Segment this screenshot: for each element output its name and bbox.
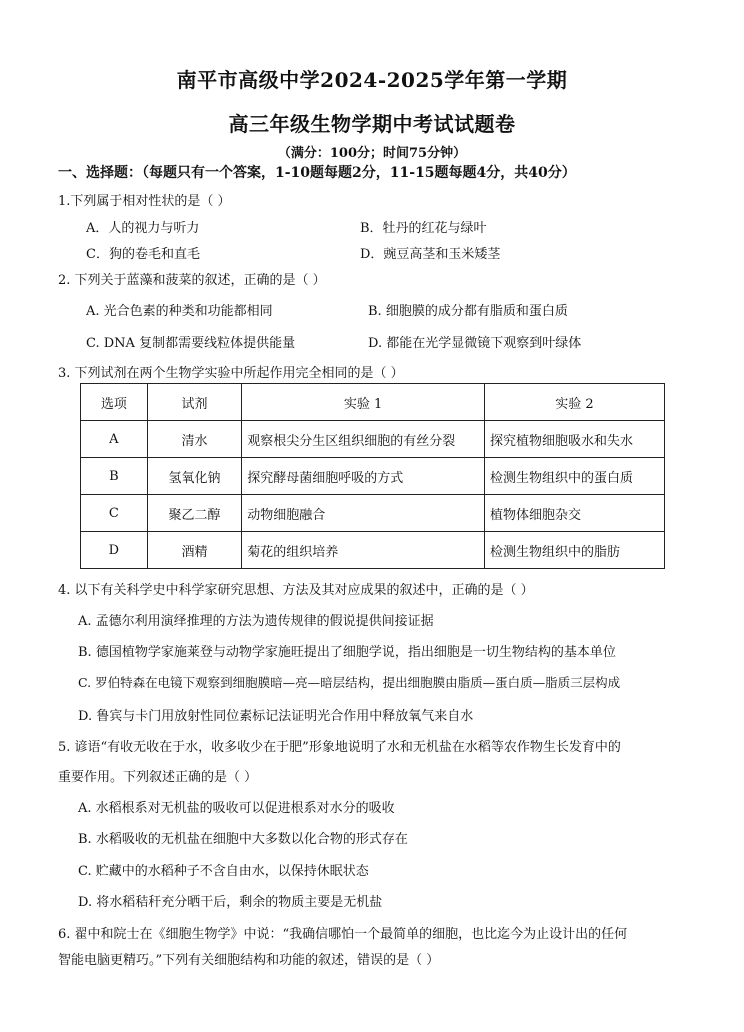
- q2-option-b: B. 细胞膜的成分都有脂质和蛋白质: [368, 304, 568, 319]
- q2-option-c: C. DNA 复制都需要线粒体提供能量: [86, 336, 296, 351]
- table-row: [81, 532, 665, 569]
- q4-option-c: C. 罗伯特森在电镜下观察到细胞膜暗—亮—暗层结构，提出细胞膜由脂质—蛋白质—脂质三层构成: [78, 675, 621, 690]
- q1-stem: 1.下列属于相对性状的是（ ）: [58, 194, 231, 209]
- q2-stem: 2. 下列关于蓝藻和菠菜的叙述，正确的是（ ）: [58, 273, 326, 288]
- table-cell: 检测生物组织中的蛋白质: [484, 458, 664, 495]
- q6-stem-line2: 智能电脑更精巧。”下列有关细胞结构和功能的叙述，错误的是（ ）: [58, 953, 440, 968]
- q4-option-d: D. 鲁宾与卡门用放射性同位素标记法证明光合作用中释放氧气来自水: [78, 709, 474, 724]
- table-cell: 聚乙二醇: [147, 495, 242, 532]
- q4-option-b: B. 德国植物学家施莱登与动物学家施旺提出了细胞学说，指出细胞是一切生物结构的基本单位: [78, 645, 616, 660]
- section-heading: 一、选择题：（每题只有一个答案，1-10题每题2分，11-15题每题4分，共40分）: [58, 165, 576, 181]
- table-row: [81, 421, 665, 458]
- q6-stem-line1: 6. 翟中和院士在《细胞生物学》中说：“我确信哪怕一个最简单的细胞，也比迄今为止设计出的任何: [58, 927, 628, 942]
- table-cell: A: [81, 421, 148, 458]
- table-cell: C: [81, 495, 148, 532]
- table-cell: 检测生物组织中的脂肪: [484, 532, 664, 569]
- q5-stem-line2: 重要作用。下列叙述正确的是（ ）: [58, 770, 258, 785]
- q5-option-b: B. 水稻吸收的无机盐在细胞中大多数以化合物的形式存在: [78, 832, 408, 847]
- table-cell: 动物细胞融合: [242, 495, 485, 532]
- table-cell: 酒精: [147, 532, 242, 569]
- q5-option-a: A. 水稻根系对无机盐的吸收可以促进根系对水分的吸收: [78, 801, 395, 816]
- table-header-cell: 选项: [81, 384, 148, 421]
- table-cell: 探究植物细胞吸水和失水: [484, 421, 664, 458]
- table-cell: D: [81, 532, 148, 569]
- table-cell: 菊花的组织培养: [242, 532, 485, 569]
- table-cell: 观察根尖分生区组织细胞的有丝分裂: [242, 421, 485, 458]
- table-cell: 探究酵母菌细胞呼吸的方式: [242, 458, 485, 495]
- q5-stem-line1: 5. 谚语“有收无收在于水，收多收少在于肥”形象地说明了水和无机盐在水稻等农作物生长发育中的: [58, 740, 621, 755]
- table-cell: B: [81, 458, 148, 495]
- table-header-row: [81, 384, 665, 421]
- table-header-cell: 试剂: [147, 384, 242, 421]
- exam-title-line2: 高三年级生物学期中考试试题卷: [228, 112, 516, 136]
- table-header-cell: 实验 2: [484, 384, 664, 421]
- q2-option-a: A. 光合色素的种类和功能都相同: [86, 304, 273, 319]
- exam-title-line1: 南平市高级中学2024-2025学年第一学期: [176, 68, 568, 92]
- q1-option-d: D．豌豆高茎和玉米矮茎: [360, 247, 501, 262]
- table-row: [81, 458, 665, 495]
- table-row: [81, 495, 665, 532]
- q4-option-a: A. 孟德尔利用演绎推理的方法为遗传规律的假说提供间接证据: [78, 614, 434, 629]
- exam-meta: （满分：100分；时间75分钟）: [277, 146, 467, 161]
- q4-stem: 4. 以下有关科学史中科学家研究思想、方法及其对应成果的叙述中，正确的是（ ）: [58, 583, 534, 598]
- q3-table: [80, 383, 665, 569]
- q5-option-c: C. 贮藏中的水稻种子不含自由水，以保持休眠状态: [78, 864, 369, 879]
- q1-option-c: C．狗的卷毛和直毛: [86, 247, 200, 262]
- table-cell: 氢氧化钠: [147, 458, 242, 495]
- q3-stem: 3. 下列试剂在两个生物学实验中所起作用完全相同的是（ ）: [58, 366, 404, 381]
- q1-option-b: B．牡丹的红花与绿叶: [360, 221, 487, 236]
- table-cell: 植物体细胞杂交: [484, 495, 664, 532]
- q2-option-d: D. 都能在光学显微镜下观察到叶绿体: [368, 336, 582, 351]
- q5-option-d: D. 将水稻秸秆充分晒干后，剩余的物质主要是无机盐: [78, 895, 383, 910]
- table-cell: 清水: [147, 421, 242, 458]
- q1-option-a: A．人的视力与听力: [86, 221, 200, 236]
- table-header-cell: 实验 1: [242, 384, 485, 421]
